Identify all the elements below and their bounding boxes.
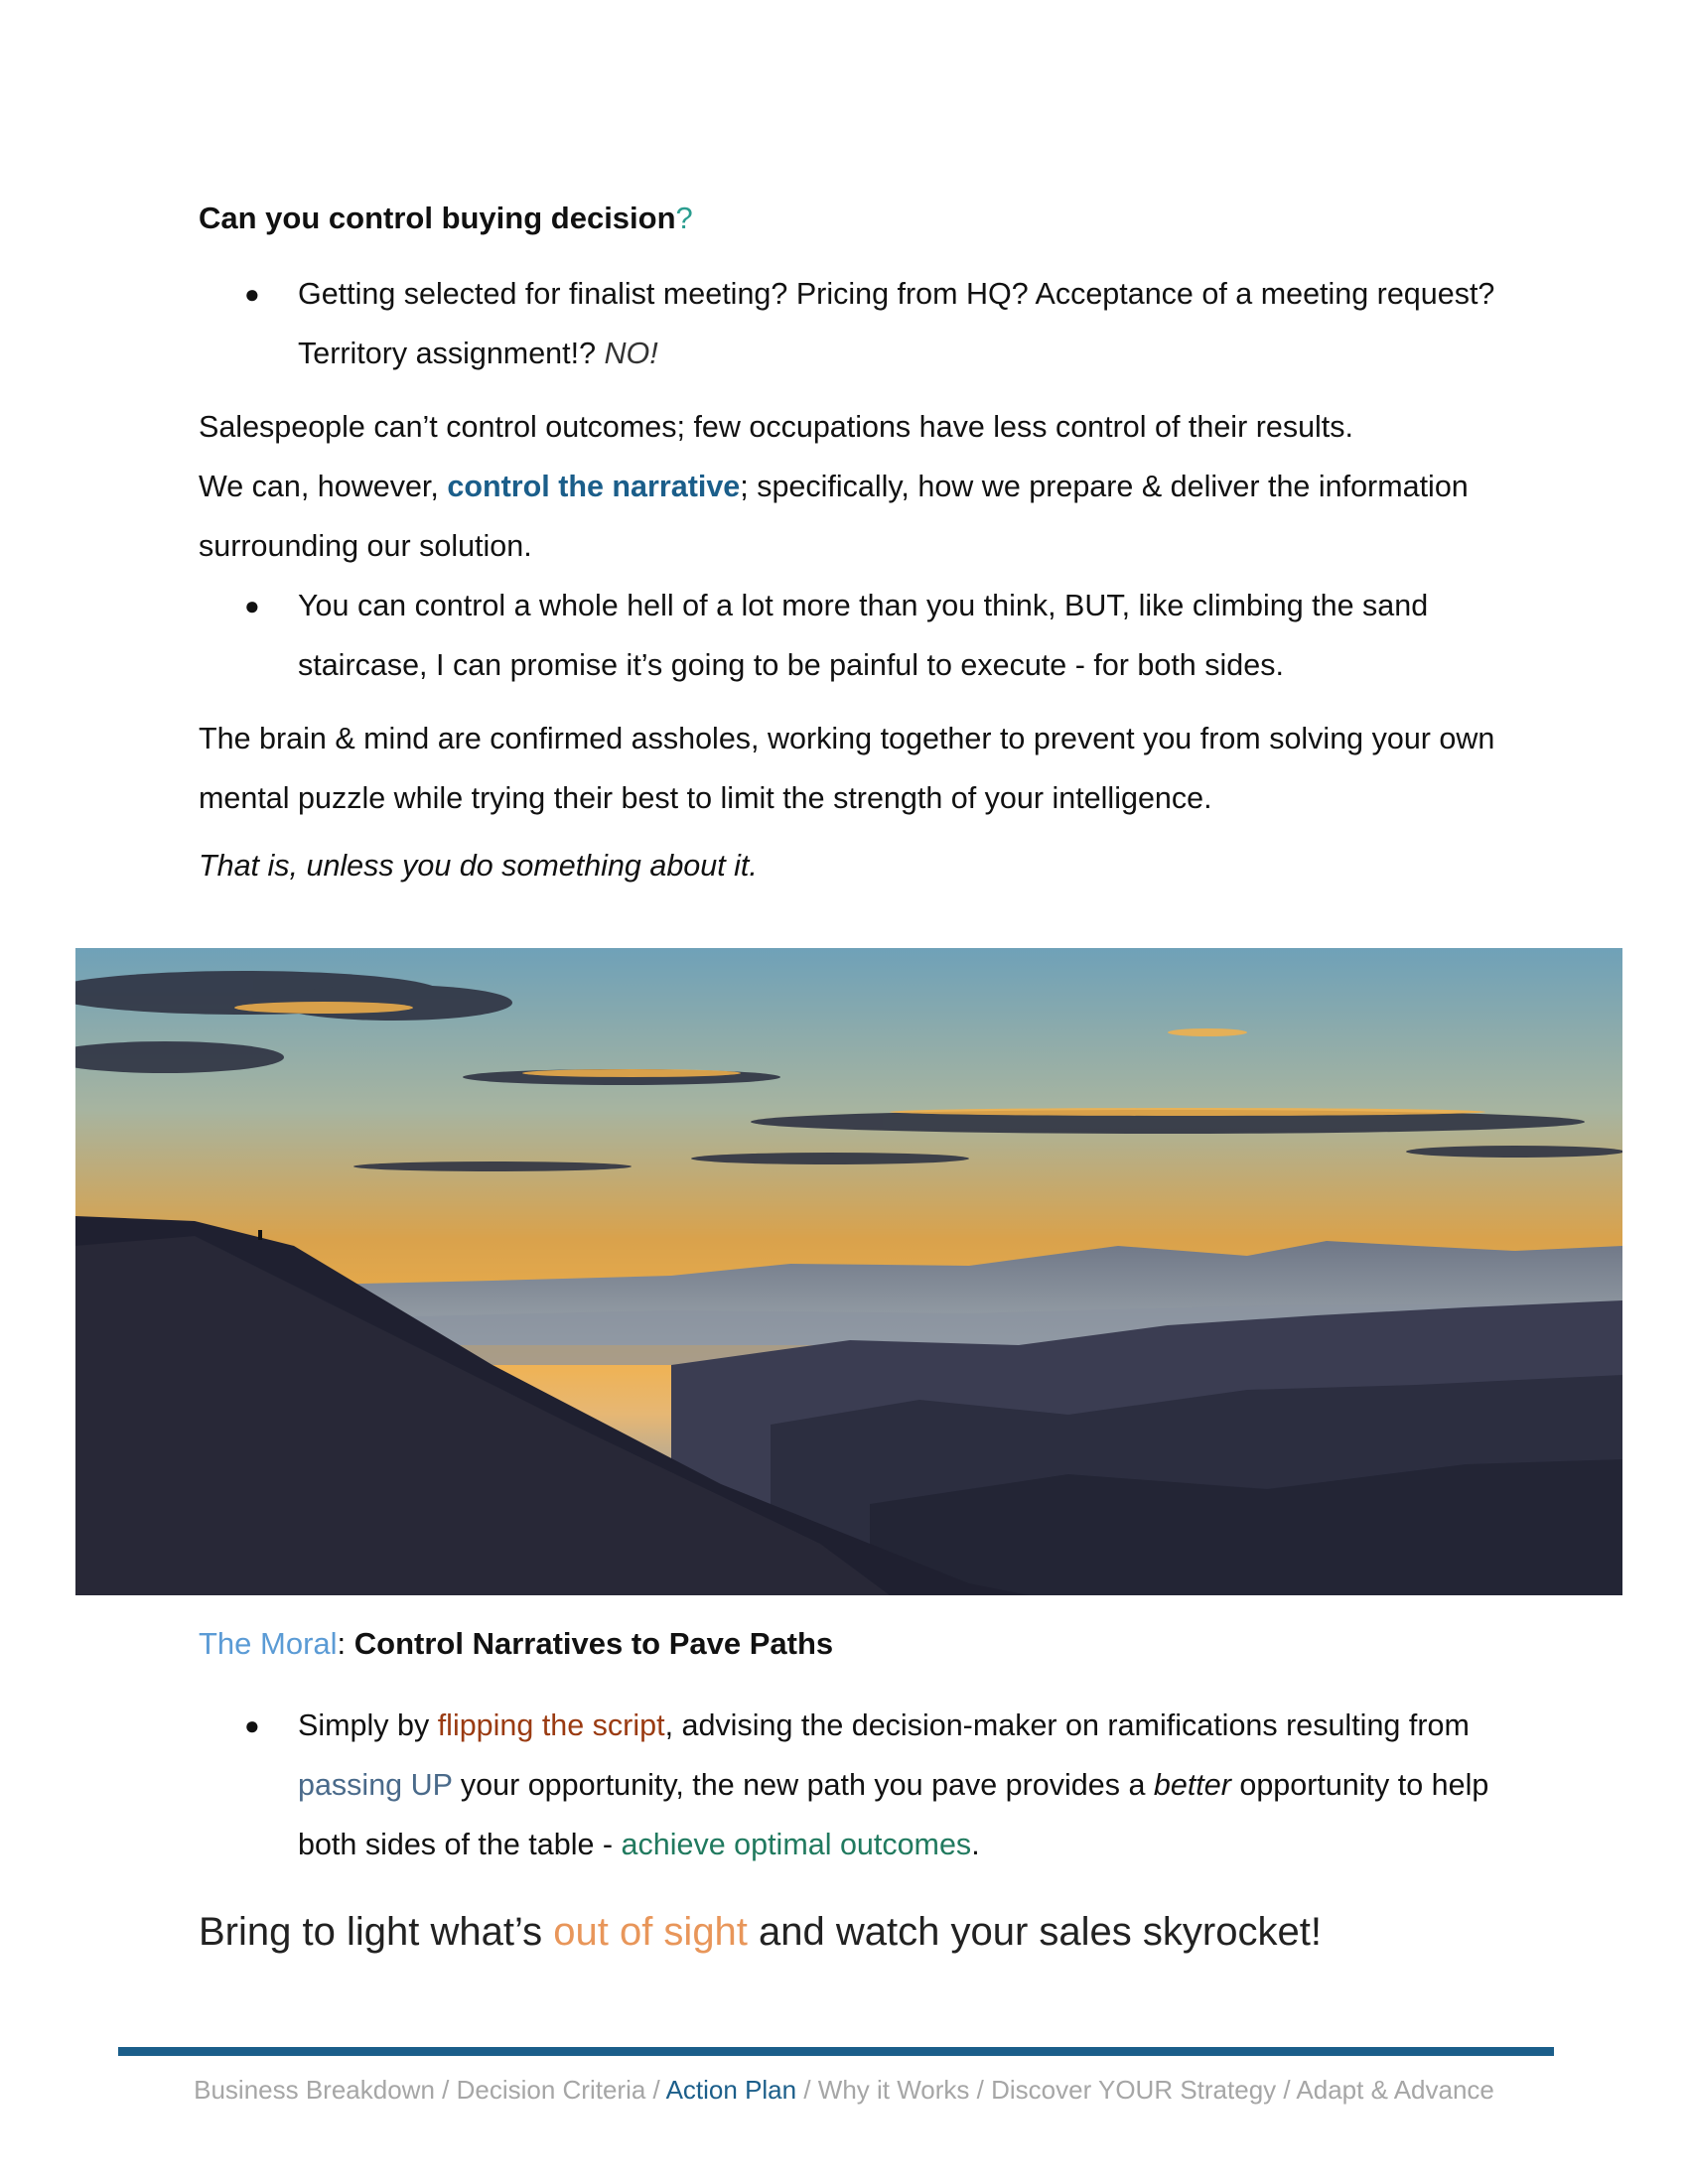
paragraph-control-outcomes bbox=[199, 397, 1499, 576]
footer-rule bbox=[118, 2047, 1554, 2056]
footer-item-action-plan[interactable]: Action Plan bbox=[665, 2075, 797, 2105]
passing-up-highlight: passing UP bbox=[298, 1768, 453, 1802]
footer-separator: / bbox=[1276, 2075, 1297, 2105]
paragraph-line: Salespeople can’t control outcomes; few occupations have less control of their results. bbox=[199, 410, 1354, 444]
heading-question-mark: ? bbox=[675, 201, 693, 235]
footer-separator: / bbox=[796, 2075, 818, 2105]
bullet-dot: ● bbox=[244, 1710, 260, 1740]
paragraph-text: ; specifically, how we prepare & deliver the information surrounding our solution. bbox=[199, 470, 1469, 563]
footer-separator: / bbox=[969, 2075, 992, 2105]
bullet-text: , advising the decision-maker on ramifications resulting from bbox=[664, 1708, 1470, 1742]
dunes-sunset-photo bbox=[75, 948, 1622, 1595]
bullet-sand-staircase bbox=[199, 576, 1499, 695]
paragraph-unless: That is, unless you do something about it. bbox=[199, 849, 758, 883]
moral-separator: : bbox=[337, 1626, 354, 1661]
footer-item-why-it-works[interactable]: Why it Works bbox=[817, 2075, 970, 2105]
bullet-text: Getting selected for finalist meeting? Pricing from HQ? Acceptance of a meeting request? Territory assignment!? bbox=[298, 277, 1495, 370]
footer-item-decision-criteria[interactable]: Decision Criteria bbox=[456, 2075, 646, 2105]
tagline-text: and watch your sales skyrocket! bbox=[747, 1910, 1322, 1954]
footer-separator: / bbox=[645, 2075, 666, 2105]
moral-label: The Moral bbox=[199, 1626, 338, 1661]
footer-item-discover-your-strategy[interactable]: Discover YOUR Strategy bbox=[991, 2075, 1277, 2105]
heading-text: Can you control buying decision bbox=[199, 201, 676, 235]
bullet-text: You can control a whole hell of a lot more than you think, BUT, like climbing the sand staircase, I can promise it’s going to be painful to execute - for both sides. bbox=[298, 589, 1429, 682]
paragraph-text: We can, however, bbox=[199, 470, 448, 503]
footer-separator: / bbox=[434, 2075, 457, 2105]
main-content bbox=[199, 195, 1499, 895]
section-heading bbox=[199, 195, 1499, 242]
bullet-finalist bbox=[199, 264, 1499, 383]
control-narrative-highlight: control the narrative bbox=[447, 470, 741, 503]
achieve-outcomes-highlight: achieve optimal outcomes bbox=[621, 1828, 972, 1861]
bullet-dot: ● bbox=[244, 279, 260, 309]
bullet-text: . bbox=[971, 1828, 980, 1861]
flipping-script-highlight: flipping the script bbox=[437, 1708, 665, 1742]
better-emphasis: better bbox=[1153, 1768, 1231, 1802]
bullet-dot: ● bbox=[244, 591, 260, 620]
footer-item-business-breakdown[interactable]: Business Breakdown bbox=[194, 2075, 435, 2105]
paragraph-brain-mind: The brain & mind are confirmed assholes, working together to prevent you from solving your own mental puzzle while trying their best to limit the strength of your intelligence. bbox=[199, 722, 1495, 815]
bullet-emphasis: NO! bbox=[604, 337, 658, 370]
dunes-sunset-image bbox=[75, 948, 1622, 1595]
bullet-flipping-script bbox=[199, 1696, 1499, 1874]
tagline bbox=[199, 1910, 1322, 1955]
moral-heading bbox=[199, 1620, 833, 1668]
bullet-text: opportunity to help both sides of the table - bbox=[298, 1768, 1489, 1861]
tagline-text: Bring to light what’s bbox=[199, 1910, 554, 1954]
moral-text: Control Narratives to Pave Paths bbox=[353, 1626, 834, 1661]
bullet-text: Simply by bbox=[298, 1708, 438, 1742]
bullet-text: your opportunity, the new path you pave provides a bbox=[452, 1768, 1154, 1802]
footer-breadcrumb bbox=[0, 2075, 1688, 2106]
footer-item-adapt-advance[interactable]: Adapt & Advance bbox=[1296, 2075, 1494, 2105]
tagline-highlight: out of sight bbox=[553, 1910, 748, 1954]
